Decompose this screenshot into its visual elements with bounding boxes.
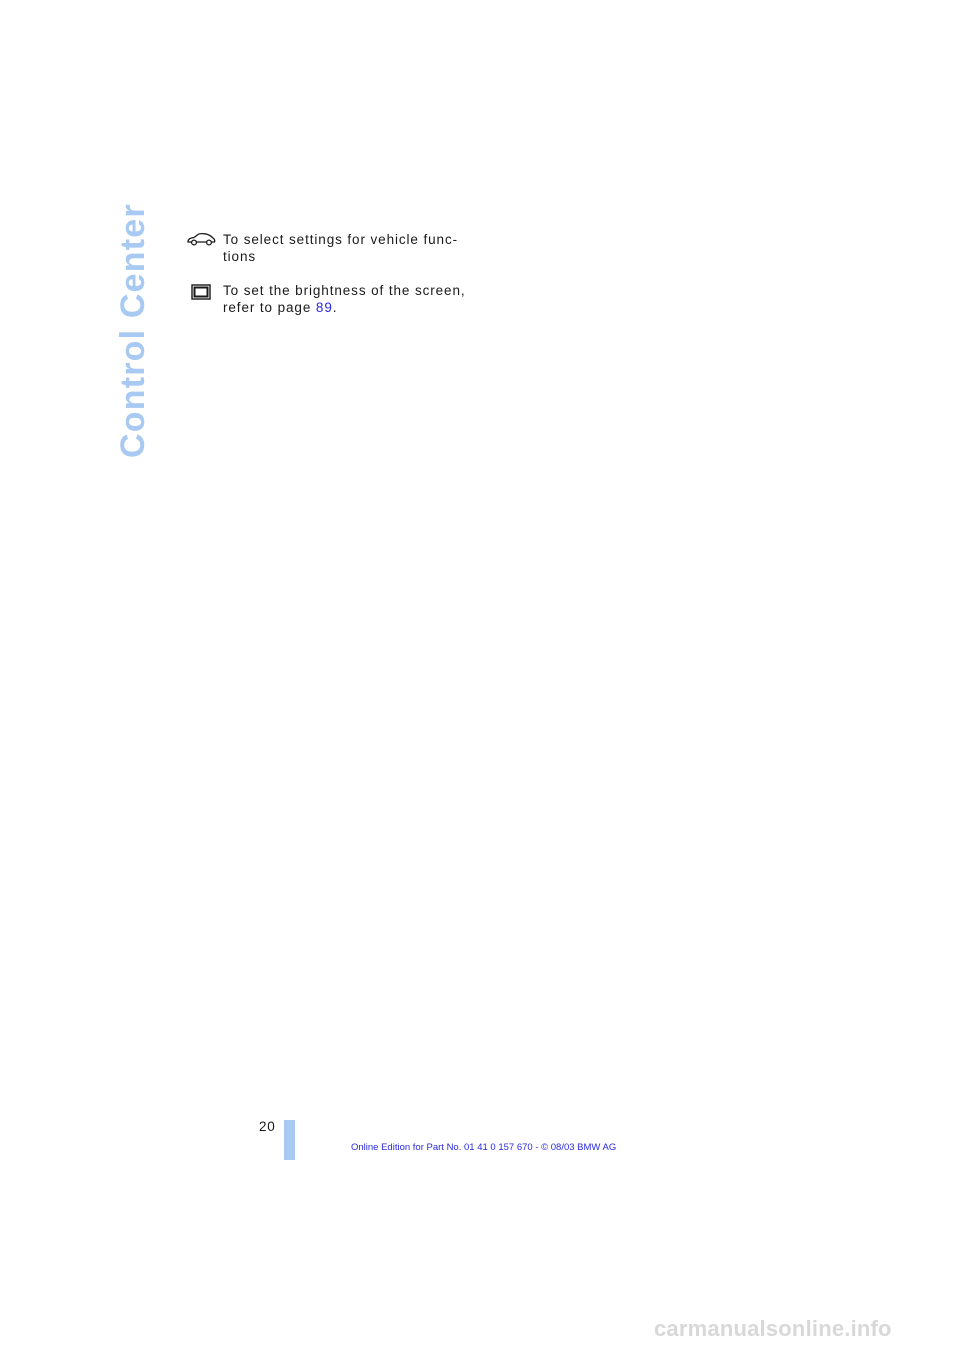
entry-text [223, 282, 483, 316]
entry-text: To select settings for vehicle func- tions [223, 232, 458, 264]
footer-note: Online Edition for Part No. 01 41 0 157 670 - © 08/03 BMW AG [351, 1142, 617, 1153]
section-title: Control Center [114, 203, 152, 458]
car-icon [186, 231, 216, 252]
watermark: carmanualsonline.info [654, 1316, 892, 1341]
page-number: 20 [259, 1119, 276, 1134]
screen-icon [186, 282, 216, 307]
entry-text-before: To set the brightness of the screen, refer to page [223, 283, 466, 315]
page-reference-link[interactable]: 89 [315, 300, 333, 315]
page-accent-bar [284, 1120, 295, 1160]
entry-text-after: . [332, 300, 338, 315]
